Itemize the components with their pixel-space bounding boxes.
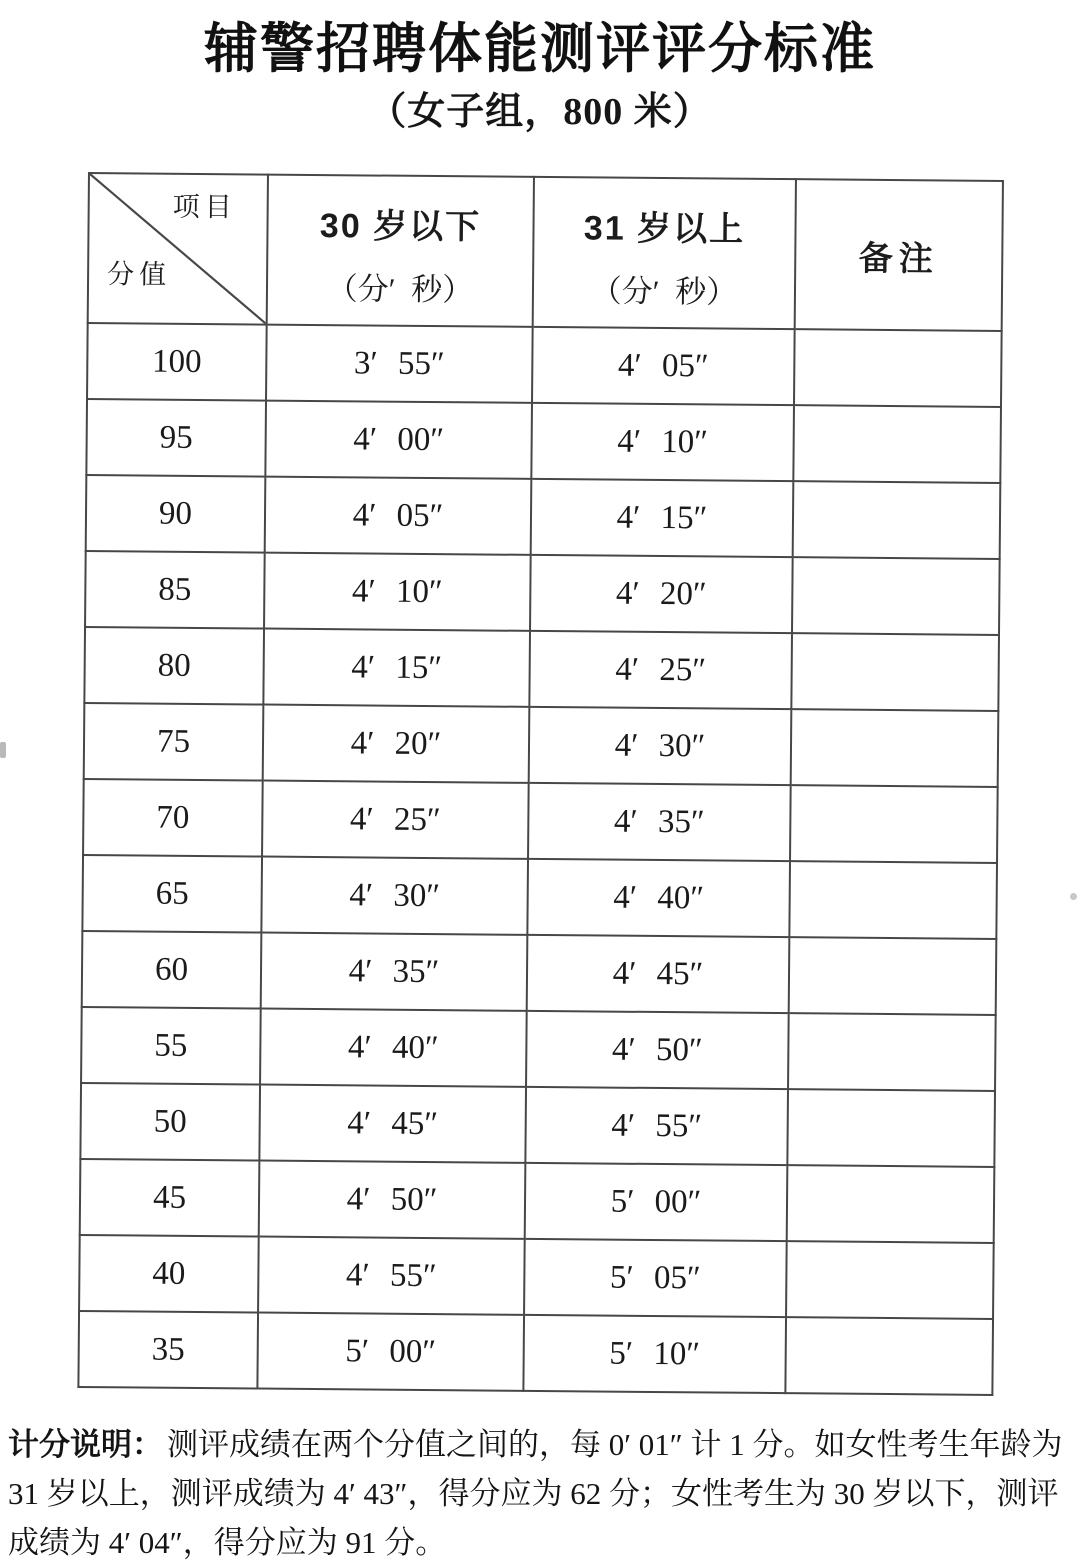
table-row [84, 627, 999, 711]
table-row [79, 1235, 994, 1319]
score-table [77, 172, 1004, 1396]
scan-artifact [0, 742, 6, 758]
score-cell: 50 [80, 1083, 260, 1161]
remark-cell [791, 633, 999, 711]
over31-time-cell: 4′ 25″ [529, 631, 792, 709]
score-cell: 90 [86, 475, 266, 553]
corner-label-score: 分值 [106, 259, 172, 290]
under30-label: 30 岁以下 [319, 207, 482, 247]
column-header-remark: 备注 [795, 179, 1003, 331]
over31-time-cell: 4′ 55″ [525, 1087, 788, 1165]
under30-unit: （分′ 秒） [326, 271, 474, 308]
over31-unit: （分′ 秒） [590, 273, 738, 310]
score-cell: 100 [87, 323, 267, 401]
page-title: 辅警招聘体能测评评分标准 [204, 19, 876, 79]
over31-time-cell: 4′ 15″ [531, 479, 794, 557]
score-cell: 95 [86, 399, 266, 477]
under30-time-cell: 5′ 00″ [257, 1313, 524, 1391]
remark-cell [793, 405, 1001, 483]
score-table-body [78, 323, 1001, 1395]
under30-time-cell: 4′ 05″ [265, 477, 532, 555]
under30-time-cell: 4′ 15″ [263, 629, 530, 707]
remark-cell [789, 861, 997, 939]
over31-time-cell: 5′ 05″ [524, 1239, 787, 1317]
under30-time-cell: 4′ 20″ [263, 705, 530, 783]
remark-cell [791, 709, 999, 787]
under30-time-cell: 4′ 25″ [262, 781, 529, 859]
scoring-note-text: 测评成绩在两个分值之间的，每 0′ 01″ 计 1 分。如女性考生年龄为 31 岁以上，测评成绩为 4′ 43″，得分应为 62 分；女性考生为 30 岁以下，测评成绩为 4′ 04″，得分应为 91 分。 [8, 1427, 1063, 1560]
score-cell: 55 [81, 1007, 261, 1085]
remark-cell [792, 557, 1000, 635]
score-cell: 75 [84, 703, 264, 781]
over31-time-cell: 4′ 40″ [527, 859, 790, 937]
under30-time-cell: 4′ 35″ [261, 933, 528, 1011]
column-header-under30 [267, 175, 534, 327]
under30-time-cell: 3′ 55″ [266, 325, 533, 403]
page-subtitle: （女子组，800 米） [368, 91, 712, 133]
score-cell: 65 [82, 855, 262, 933]
remark-cell [793, 481, 1001, 559]
over31-time-cell: 4′ 20″ [530, 555, 793, 633]
under30-time-cell: 4′ 00″ [265, 401, 532, 479]
score-cell: 40 [79, 1235, 259, 1313]
over31-time-cell: 4′ 05″ [532, 327, 795, 405]
remark-cell [787, 1165, 995, 1243]
score-cell: 45 [80, 1159, 260, 1237]
over31-time-cell: 4′ 35″ [528, 783, 791, 861]
header-row [88, 173, 1003, 331]
remark-cell [786, 1241, 994, 1319]
over31-time-cell: 4′ 30″ [529, 707, 792, 785]
table-row [81, 1007, 996, 1091]
table-row [86, 399, 1001, 483]
corner-label-item: 项目 [172, 191, 237, 223]
remark-cell [790, 785, 998, 863]
over31-time-cell: 5′ 00″ [525, 1163, 788, 1241]
table-row [82, 931, 997, 1015]
table-row [86, 475, 1001, 559]
table-row [80, 1083, 995, 1167]
under30-time-cell: 4′ 10″ [264, 553, 531, 631]
table-row [83, 779, 998, 863]
scoring-note [8, 1420, 1070, 1567]
column-header-over31 [533, 177, 796, 329]
remark-cell [789, 937, 997, 1015]
table-row [82, 855, 997, 939]
over31-label: 31 岁以上 [583, 209, 746, 249]
under30-time-cell: 4′ 45″ [259, 1085, 526, 1163]
score-cell: 80 [84, 627, 264, 705]
score-cell: 85 [85, 551, 265, 629]
scan-artifact [1070, 893, 1077, 900]
over31-time-cell: 5′ 10″ [523, 1315, 786, 1393]
over31-time-cell: 4′ 50″ [526, 1011, 789, 1089]
table-row [87, 323, 1002, 407]
remark-cell [794, 329, 1002, 407]
score-cell: 70 [83, 779, 263, 857]
table-row [84, 703, 999, 787]
under30-time-cell: 4′ 50″ [259, 1161, 526, 1239]
over31-time-cell: 4′ 10″ [531, 403, 794, 481]
under30-time-cell: 4′ 55″ [258, 1237, 525, 1315]
score-table-header [88, 173, 1003, 331]
remark-cell [788, 1013, 996, 1091]
under30-time-cell: 4′ 40″ [260, 1009, 527, 1087]
scoring-note-label: 计分说明： [8, 1427, 163, 1462]
table-row [78, 1311, 993, 1395]
remark-cell [787, 1089, 995, 1167]
score-cell: 35 [78, 1311, 258, 1389]
remark-cell [785, 1317, 993, 1395]
under30-time-cell: 4′ 30″ [261, 857, 528, 935]
corner-header-cell [88, 173, 268, 325]
table-row [85, 551, 1000, 635]
over31-time-cell: 4′ 45″ [527, 935, 790, 1013]
score-cell: 60 [82, 931, 262, 1009]
table-row [80, 1159, 995, 1243]
